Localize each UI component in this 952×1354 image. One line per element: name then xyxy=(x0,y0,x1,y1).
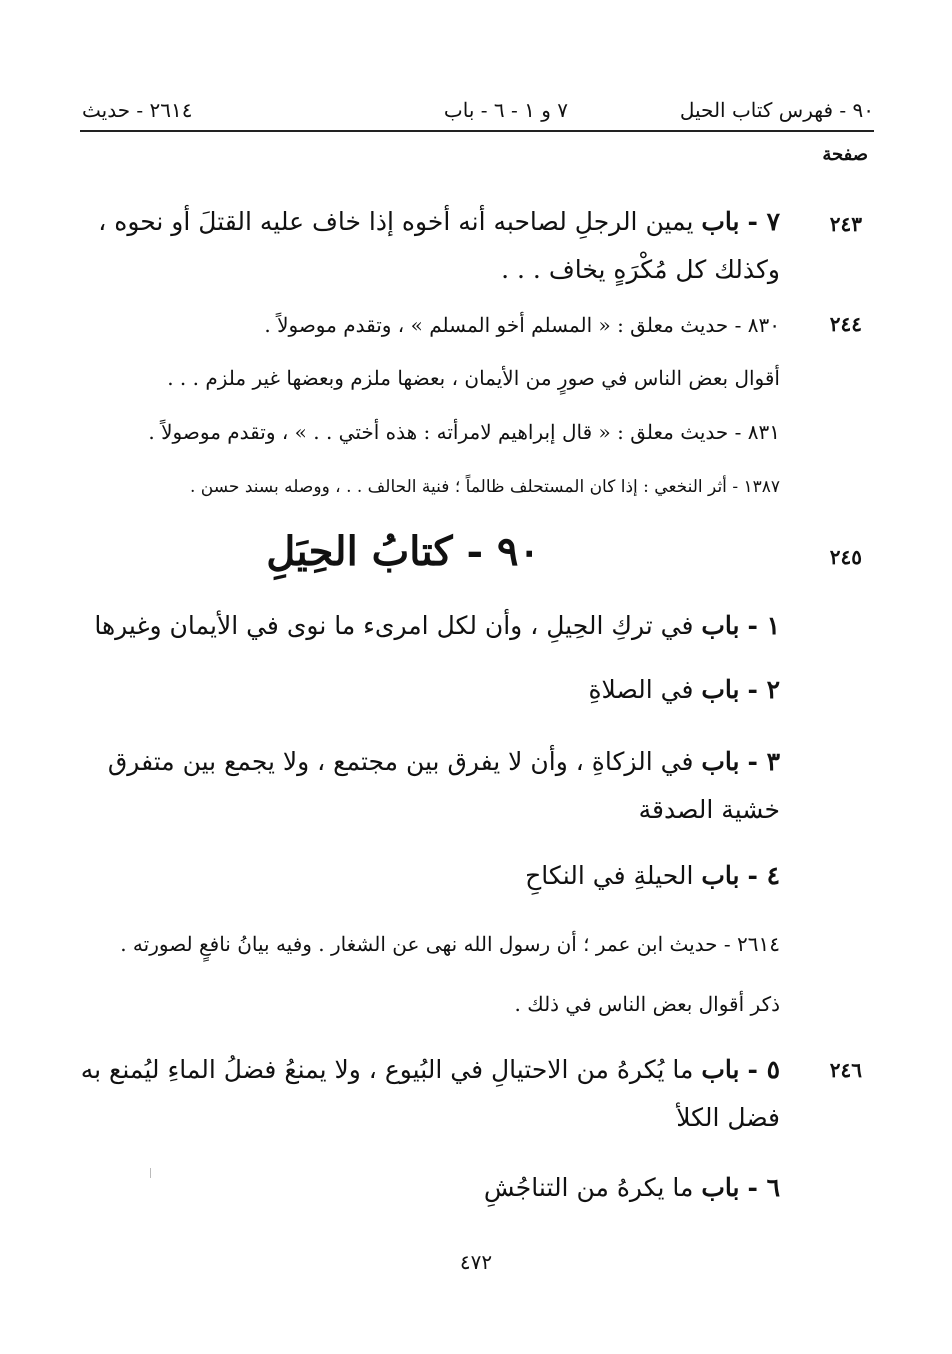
index-entry xyxy=(76,305,780,345)
entry-number: ٤ - xyxy=(747,861,780,890)
entry-number: ٢٦١٤ - xyxy=(723,932,780,956)
entry-number: ١ - xyxy=(747,611,780,640)
index-entry xyxy=(76,602,780,650)
entry-text: حديث معلق : « المسلم أخو المسلم » ، وتقدم موصولاً . xyxy=(264,313,729,337)
entry-number: ٢ - xyxy=(747,675,780,704)
entry-number: ٨٣٠ - xyxy=(734,313,780,337)
entry-text: في الزكاةِ ، وأن لا يفرق بين مجتمع ، ولا يجمع بين متفرق خشية الصدقة xyxy=(107,747,780,824)
bab-label: باب xyxy=(701,675,740,704)
entry-number: ٦ - xyxy=(747,1173,780,1202)
index-entry xyxy=(76,1164,780,1212)
index-entry xyxy=(76,412,780,452)
entry-number: ٥ - xyxy=(747,1055,780,1084)
entry-text: يمين الرجلِ لصاحبه أنه أخوه إذا خاف عليه القتلَ أو نحوه ، وكذلك كل مُكْرَهٍ يخاف . . . xyxy=(98,207,780,284)
index-entry xyxy=(76,984,780,1024)
entry-number: ٧ - xyxy=(747,207,780,236)
scan-mark xyxy=(150,1168,151,1178)
header-rule xyxy=(80,130,874,132)
entry-text: في الصلاةِ xyxy=(588,675,694,704)
bab-label: باب xyxy=(701,1055,740,1084)
book-title: ٩٠ - كتابُ الحِيَلِ xyxy=(266,528,540,575)
entry-number: ١٣٨٧ - xyxy=(732,477,780,497)
page-footer-number: ٤٧٢ xyxy=(459,1250,493,1274)
page-number: ٢٤٣ xyxy=(829,212,862,236)
running-header-hadith: ٢٦١٤ - حديث xyxy=(82,98,193,122)
entry-number: ٣ - xyxy=(747,747,780,776)
entry-text: حديث ابن عمر ؛ أن رسول الله نهى عن الشغار . وفيه بيانُ نافعٍ لصورته . xyxy=(120,932,718,956)
index-entry xyxy=(76,924,780,964)
running-header-title: ٩٠ - فهرس كتاب الحيل xyxy=(679,98,874,122)
bab-label: باب xyxy=(701,207,740,236)
page-column-label: صفحة xyxy=(822,144,868,165)
bab-label: باب xyxy=(701,861,740,890)
entry-text: أثر النخعي : إذا كان المستحلف ظالماً ؛ فنية الحالف . . ، ووصله بسند حسن . xyxy=(190,477,727,497)
entry-text: ما يكرهُ من التناجُشِ xyxy=(483,1173,694,1202)
index-entry xyxy=(76,1046,780,1142)
page-number: ٢٤٥ xyxy=(829,545,862,569)
entry-number: ٨٣١ - xyxy=(734,420,780,444)
bab-label: باب xyxy=(701,747,740,776)
index-entry xyxy=(76,358,780,398)
bab-label: باب xyxy=(701,611,740,640)
index-entry xyxy=(76,470,780,504)
bab-label: باب xyxy=(701,1173,740,1202)
index-entry xyxy=(76,738,780,834)
entry-text: الحيلةِ في النكاحِ xyxy=(525,861,694,890)
index-entry xyxy=(76,198,780,294)
index-entry xyxy=(76,852,780,900)
entry-text: ما يُكرهُ من الاحتيالِ في البُيوع ، ولا يمنعُ فضلُ الماءِ ليُمنع به فضل الكلأ xyxy=(80,1055,780,1132)
index-entry xyxy=(76,666,780,714)
running-header-chapters: ٧ و ١ - ٦ - باب xyxy=(443,98,568,122)
page-number: ٢٤٦ xyxy=(829,1058,862,1082)
entry-text: في تركِ الحِيلِ ، وأن لكل امرىء ما نوى في الأيمان وغيرها xyxy=(94,611,694,640)
entry-text: حديث معلق : « قال إبراهيم لامرأته : هذه أختي . . » ، وتقدم موصولاً . xyxy=(148,420,729,444)
entry-text: ذكر أقوال بعض الناس في ذلك . xyxy=(514,992,780,1016)
entry-text: أقوال بعض الناس في صورٍ من الأيمان ، بعضها ملزم وبعضها غير ملزم . . . xyxy=(167,366,780,390)
page-number: ٢٤٤ xyxy=(829,312,862,336)
